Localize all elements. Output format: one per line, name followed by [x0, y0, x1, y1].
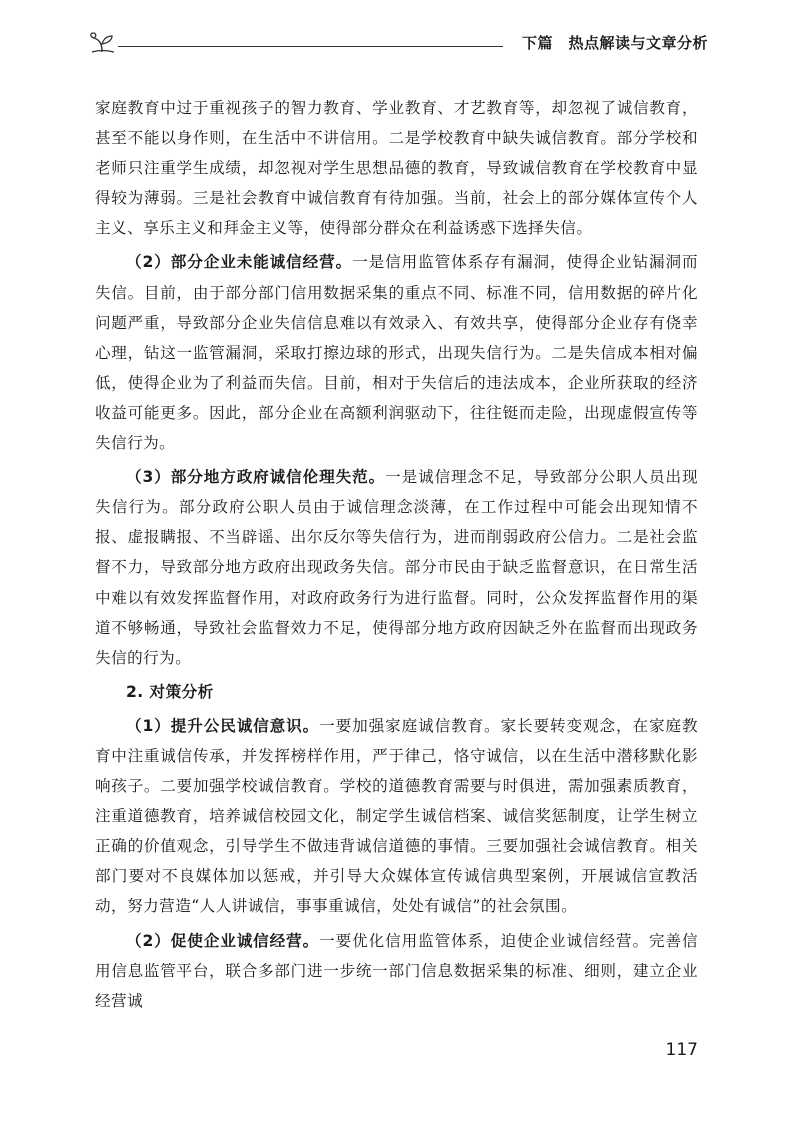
- section-heading: 2. 对策分析: [126, 682, 214, 701]
- paragraph-4-text: 一要加强家庭诚信教育。家长要转变观念，在家庭教育中注重诚信传承，并发挥榜样作用，严于律己，恪守诚信，以在生活中潜移默化影响孩子。二要加强学校诚信教育。学校的道德教育需要与时俱进，需加强素质教育，注重道德教育，培养诚信校园文化，制定学生诚信档案、诚信奖惩制度，让学生树立正确的价值观念，引导学生不做违背诚信道德的事情。三要加强社会诚信教育。相关部门要对不良媒体加以惩戒，并引导大众媒体宣传诚信典型案例，开展诚信宣教活动，努力营造“人人讲诚信，事事重诚信，处处有诚信”的社会氛围。: [95, 716, 698, 916]
- paragraph-3-text: 一是诚信理念不足，导致部分公职人员出现失信行为。部分政府公职人员由于诚信理念淡薄，在工作过程中可能会出现知情不报、虚报瞒报、不当辟谣、出尔反尔等失信行为，进而削弱政府公信力。二是社会监督不力，导致部分地方政府出现政务失信。部分市民由于缺乏监督意识，在日常生活中难以有效发挥监督作用，对政府政务行为进行监督。同时，公众发挥监督作用的渠道不够畅通，导致社会监督效力不足，使得部分地方政府因缺乏外在监督而出现政务失信的行为。: [95, 468, 698, 667]
- paragraph-2: [95, 247, 698, 458]
- paragraph-4-heading: （1）提升公民诚信意识。: [126, 716, 320, 735]
- paragraph-1-text: 家庭教育中过于重视孩子的智力教育、学业教育、才艺教育等，却忽视了诚信教育，甚至不能以身作则，在生活中不讲信用。二是学校教育中缺失诚信教育。部分学校和老师只注重学生成绩，却忽视对学生思想品德的教育，导致诚信教育在学校教育中显得较为薄弱。三是社会教育中诚信教育有待加强。当前，社会上的部分媒体宣传个人主义、享乐主义和拜金主义等，使得部分群众在利益诱惑下选择失信。: [95, 99, 698, 238]
- paragraph-2-text: 一是信用监管体系存有漏洞，使得企业钻漏洞而失信。目前，由于部分部门信用数据采集的重点不同、标准不同，信用数据的碎片化问题严重，导致部分企业失信信息难以有效录入、有效共享，使得部分企业存有侥幸心理，钻这一监管漏洞，采取打擦边球的形式，出现失信行为。二是失信成本相对偏低，使得企业为了利益而失信。目前，相对于失信后的违法成本，企业所获取的经济收益可能更多。因此，部分企业在高额利润驱动下，往往铤而走险，出现虚假宣传等失信行为。: [95, 253, 699, 453]
- paragraph-4: [95, 711, 698, 922]
- sprout-icon: [88, 30, 116, 54]
- paragraph-3: [95, 462, 698, 673]
- page-header: [88, 28, 708, 56]
- paragraph-5-text: 一要优化信用监管体系，迫使企业诚信经营。完善信用信息监管平台，联合多部门进一步统一部门信息数据采集的标准、细则，建立企业经营诚: [95, 931, 698, 1010]
- paragraph-2-heading: （2）部分企业未能诚信经营。: [126, 253, 353, 272]
- paragraph-3-heading: （3）部分地方政府诚信伦理失范。: [126, 468, 386, 487]
- paragraph-5-heading: （2）促使企业诚信经营。: [126, 931, 320, 950]
- running-header-title: 下篇 热点解读与文章分析: [521, 34, 708, 52]
- header-rule: [118, 46, 503, 47]
- paragraph-1: [95, 93, 698, 243]
- page-number: 117: [665, 1040, 698, 1060]
- body-text: [95, 93, 698, 1020]
- paragraph-5: [95, 926, 698, 1016]
